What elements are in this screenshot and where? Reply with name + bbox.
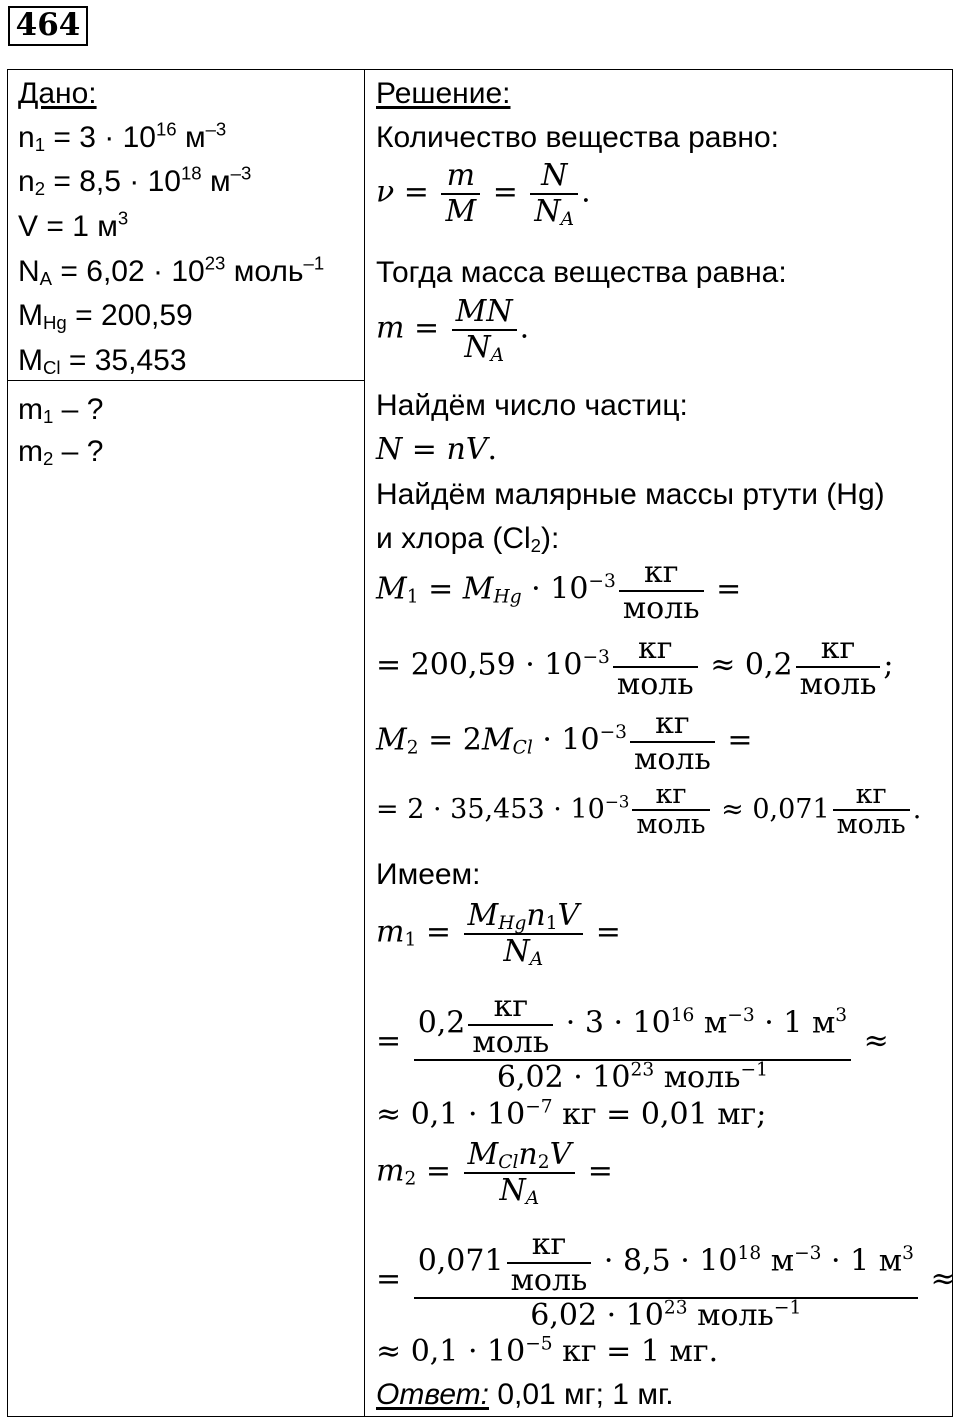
formula-mass2-def: $m_2$ = $\frac{M_{Cl}n_2V}{N_A}$ = xyxy=(376,1137,613,1209)
given-molar-hg: $M_{Hg} = 200,59$ xyxy=(18,299,193,334)
formula-m1-def: $M_1 = M_{Hg} \cdot 10^{-3}$ кг моль = xyxy=(376,555,742,626)
answer-line xyxy=(376,1377,674,1413)
given-volume: V = 1 $м^3$ xyxy=(18,207,129,243)
given-header: Дано: xyxy=(18,77,97,110)
text-amount: Количество вещества равно: xyxy=(376,121,780,154)
given-molar-cl: $M_{Cl} = 35,453$ xyxy=(18,344,187,379)
text-molar-2: и хлора $(Cl_2)$: xyxy=(376,522,560,557)
formula-mass1-result: ≈ $0,1 \cdot 10^{-7}$ кг = 0,01 мг; xyxy=(376,1096,767,1132)
find-m1: $m_1$ – ? xyxy=(18,393,104,428)
formula-m2-value: = $2 \cdot 35,453 \cdot 10^{-3}$ кг моль ≈ 0,071 кг моль . xyxy=(376,779,922,841)
formula-amount: ν = $\frac{m}{M}$ = $\frac{N}{N_A}$ . xyxy=(376,158,591,230)
formula-mass: m = $\frac{MN}{N_A}$ . xyxy=(376,294,530,366)
text-particles: Найдём число частиц: xyxy=(376,389,688,422)
problem-number: 464 xyxy=(8,6,88,46)
formula-mass2-result: ≈ $0,1 \cdot 10^{-5}$ кг = 1 мг. xyxy=(376,1333,719,1369)
text-mass: Тогда масса вещества равна: xyxy=(376,256,787,289)
text-have: Имеем: xyxy=(376,858,481,891)
formula-mass1-def: $m_1$ = $M_{Hg}n_1V$ $N_A$ = xyxy=(376,898,621,970)
given-find-divider xyxy=(7,380,365,381)
answer-label: Ответ: xyxy=(376,1378,489,1411)
formula-m2-def: $M_2 = 2M_{Cl} \cdot 10^{-3}$ кг моль = xyxy=(376,706,753,777)
given-n1: $n_1 = 3 \cdot 10^{16}$ $м^{-3}$ xyxy=(18,118,227,156)
given-avogadro: $N_A = 6,02 \cdot 10^{23}$ моль$^{-1}$ xyxy=(18,252,325,290)
formula-m1-value: = $200,59 \cdot 10^{-3}$ кг моль ≈ 0,2 кг моль ; xyxy=(376,631,894,702)
text-molar-1: Найдём малярные массы ртути (Hg) xyxy=(376,478,885,511)
given-n2: $n_2 = 8,5 \cdot 10^{18}$ $м^{-3}$ xyxy=(18,162,252,200)
find-m2: $m_2$ – ? xyxy=(18,435,104,470)
column-divider xyxy=(364,69,365,1417)
formula-mass2-subst: = 0,071 кг моль · $8,5 \cdot 10^{18}$ $м^{-3} \cdot 1$ $м^3$ $6,02 \cdot 10^{23}$ моль$^{-1}$ ≈ xyxy=(376,1227,956,1334)
solution-header: Решение: xyxy=(376,77,511,110)
formula-mass1-subst: = 0,2 кг моль · $3 \cdot 10^{16}$ $м^{-3} \cdot 1$ $м^3$ $6,02 \cdot 10^{23}$ моль$^{-1}$ ≈ xyxy=(376,989,889,1096)
formula-particles: N = nV. xyxy=(376,432,498,467)
answer-text: 0,01 мг; 1 мг. xyxy=(489,1378,674,1411)
